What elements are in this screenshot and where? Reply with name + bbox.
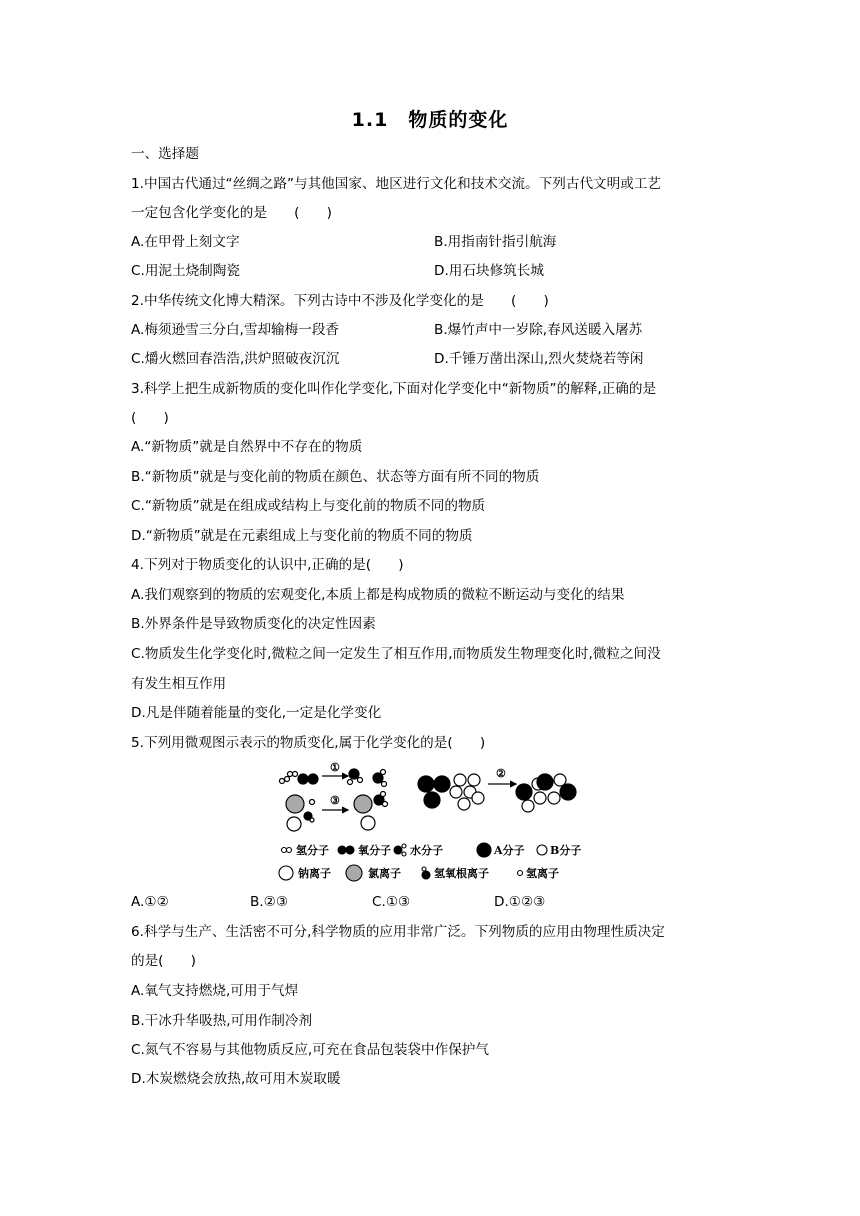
arrow-label-3: ③ bbox=[330, 794, 340, 807]
q3-option-b: B.“新物质”就是与变化前的物质在颜色、状态等方面有所不同的物质 bbox=[131, 469, 540, 485]
q1-stem-line2: 一定包含化学变化的是 ( ) bbox=[131, 205, 332, 221]
q5-stem: 5.下列用微观图示表示的物质变化,属于化学变化的是( ) bbox=[131, 735, 486, 751]
section-heading: 一、选择题 bbox=[131, 146, 199, 162]
q6-option-a: A.氧气支持燃烧,可用于气焊 bbox=[131, 983, 299, 999]
q2-option-c: C.爝火燃回春浩浩,洪炉照破夜沉沉 bbox=[131, 351, 340, 367]
q4-option-c-line1: C.物质发生化学变化时,微粒之间一定发生了相互作用,而物质发生物理变化时,微粒之间没 bbox=[131, 646, 661, 662]
legend-cl: 氯离子 bbox=[368, 867, 401, 880]
q3-option-a: A.“新物质”就是自然界中不存在的物质 bbox=[131, 439, 363, 455]
q1-stem-line1: 1.中国古代通过“丝绸之路”与其他国家、地区进行文化和技术交流。下列古代文明或工艺 bbox=[131, 176, 662, 192]
legend-h2o: 水分子 bbox=[410, 844, 443, 857]
q2-stem: 2.中华传统文化博大精深。下列古诗中不涉及化学变化的是 ( ) bbox=[131, 293, 549, 309]
q3-option-c: C.“新物质”就是在组成或结构上与变化前的物质不同的物质 bbox=[131, 498, 486, 514]
q6-stem-line2: 的是( ) bbox=[131, 953, 196, 969]
legend-h2: 氢分子 bbox=[296, 844, 329, 857]
q1-option-b: B.用指南针指引航海 bbox=[434, 234, 557, 250]
q4-option-c-line2: 有发生相互作用 bbox=[131, 676, 227, 692]
legend-oh: 氢氧根离子 bbox=[434, 867, 489, 880]
legend-o2: 氧分子 bbox=[358, 844, 391, 857]
q5-option-c: C.①③ bbox=[372, 894, 411, 910]
q5-micro-diagram bbox=[278, 762, 590, 884]
legend-b: B分子 bbox=[550, 844, 582, 857]
q3-stem-line1: 3.科学上把生成新物质的变化叫作化学变化,下面对化学变化中“新物质”的解释,正确的是 bbox=[131, 381, 657, 397]
q3-option-d: D.“新物质”就是在元素组成上与变化前的物质不同的物质 bbox=[131, 528, 473, 544]
q6-option-d: D.木炭燃烧会放热,故可用木炭取暖 bbox=[131, 1071, 341, 1087]
q6-option-b: B.干冰升华吸热,可用作制冷剂 bbox=[131, 1013, 313, 1029]
q6-option-c: C.氮气不容易与其他物质反应,可充在食品包装袋中作保护气 bbox=[131, 1042, 489, 1058]
q1-option-a: A.在甲骨上刻文字 bbox=[131, 234, 240, 250]
q1-option-d: D.用石块修筑长城 bbox=[434, 263, 544, 279]
q4-stem: 4.下列对于物质变化的认识中,正确的是( ) bbox=[131, 557, 404, 573]
legend-h: 氢离子 bbox=[526, 867, 559, 880]
q4-option-b: B.外界条件是导致物质变化的决定性因素 bbox=[131, 616, 376, 632]
q2-option-a: A.梅须逊雪三分白,雪却输梅一段香 bbox=[131, 322, 340, 338]
q4-option-d: D.凡是伴随着能量的变化,一定是化学变化 bbox=[131, 705, 382, 721]
arrow-label-1: ① bbox=[330, 762, 340, 774]
page-title: 1.1 物质的变化 bbox=[351, 109, 509, 131]
q2-option-b: B.爆竹声中一岁除,春风送暖入屠苏 bbox=[434, 322, 643, 338]
q1-option-c: C.用泥土烧制陶瓷 bbox=[131, 263, 240, 279]
q5-option-a: A.①② bbox=[131, 894, 169, 910]
q5-option-d: D.①②③ bbox=[494, 894, 546, 910]
q4-option-a: A.我们观察到的物质的宏观变化,本质上都是构成物质的微粒不断运动与变化的结果 bbox=[131, 587, 625, 603]
q6-stem-line1: 6.科学与生产、生活密不可分,科学物质的应用非常广泛。下列物质的应用由物理性质决定 bbox=[131, 924, 665, 940]
q3-stem-line2: ( ) bbox=[131, 410, 169, 426]
legend-a: A分子 bbox=[494, 844, 525, 857]
q2-option-d: D.千锤万凿出深山,烈火焚烧若等闲 bbox=[434, 351, 644, 367]
legend-na: 钠离子 bbox=[298, 867, 331, 880]
q5-option-b: B.②③ bbox=[250, 894, 289, 910]
arrow-label-2: ② bbox=[496, 767, 506, 780]
